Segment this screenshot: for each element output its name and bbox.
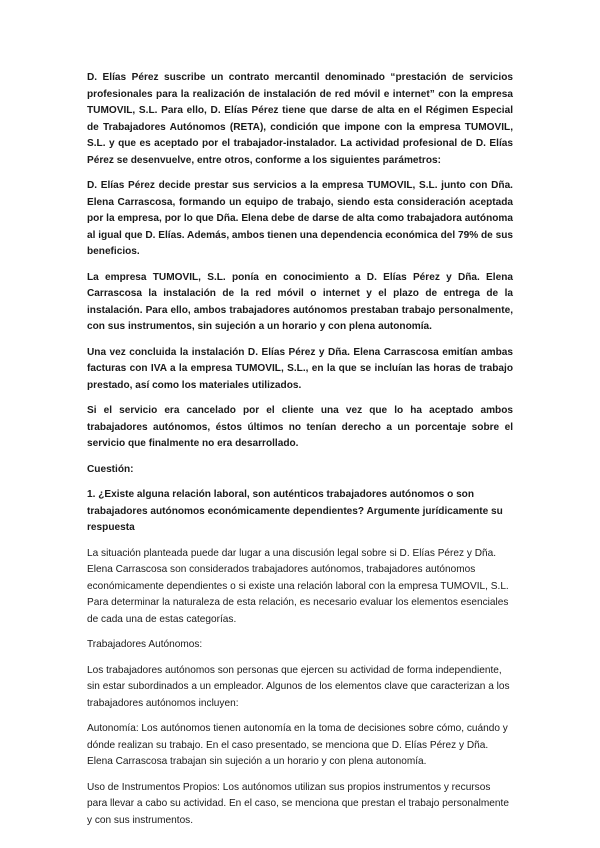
answer-paragraph-4: Uso de Instrumentos Propios: Los autónomos utilizan sus propios instrumentos y recursos para llevar a cabo su actividad. En el caso, se menciona que prestan el trabajo personalmente y con sus instrumentos. bbox=[87, 781, 509, 826]
question-text: 1. ¿Existe alguna relación laboral, son auténticos trabajadores autónomos o son trabajadores autónomos económicamente dependientes? Argumente jurídicamente su respuesta bbox=[87, 489, 503, 533]
answer-paragraph-1: La situación planteada puede dar lugar a una discusión legal sobre si D. Elías Pérez y Dña. Elena Carrascosa son considerados trabajadores autónomos, trabajadores autónomos económicamente dependientes o si existe una relación laboral con la empresa TUMOVIL, S.L. Para determinar la naturaleza de esta relación, es necesario evaluar los elementos esenciales de cada una de estas categorías. bbox=[87, 547, 509, 625]
answer-subheading: Trabajadores Autónomos: bbox=[87, 639, 203, 650]
case-paragraph-2: D. Elías Pérez decide prestar sus servicios a la empresa TUMOVIL, S.L. junto con Dña. Elena Carrascosa, formando un equipo de trabajo, siendo esta consideración aceptada por la empresa, por lo que Dña. Elena debe de darse de alta como trabajadora autónoma al igual que D. Elías. Además, ambos tienen una dependencia económica del 79% de sus beneficios. bbox=[87, 180, 513, 257]
case-paragraph-4: Una vez concluida la instalación D. Elías Pérez y Dña. Elena Carrascosa emitían ambas facturas con IVA a la empresa TUMOVIL, S.L., en la que se incluían las horas de trabajo prestado, así como los materiales utilizados. bbox=[87, 346, 513, 391]
case-paragraph-5: Si el servicio era cancelado por el cliente una vez que lo ha aceptado ambos trabajadores autónomos, éstos últimos no tenían derecho a un porcentaje sobre el servicio que finalmente no era desarrollado. bbox=[87, 405, 513, 449]
case-paragraph-1: D. Elías Pérez suscribe un contrato mercantil denominado “prestación de servicios profesionales para la realización de instalación de red móvil e internet” con la empresa TUMOVIL, S.L. Para ello, D. Elías Pérez tiene que darse de alta en el Régimen Especial de Trabajadores Autónomos (RETA), condición que impone con la empresa TUMOVIL, S.L. y que es aceptado por el trabajador-instalador. La actividad profesional de D. Elías Pérez se desenvuelve, entre otros, conforme a los siguientes parámetros: bbox=[87, 72, 513, 166]
answer-paragraph-3: Autonomía: Los autónomos tienen autonomía en la toma de decisiones sobre cómo, cuándo y dónde realizan su trabajo. En el caso presentado, se menciona que D. Elías Pérez y Dña. Elena Carrascosa trabajan sin sujeción a un horario y con plena autonomía. bbox=[87, 723, 508, 767]
case-paragraph-3: La empresa TUMOVIL, S.L. ponía en conocimiento a D. Elías Pérez y Dña. Elena Carrascosa la instalación de la red móvil o internet y el plazo de entrega de la instalación. Para ello, ambos trabajadores autónomos prestaban trabajo personalmente, con sus instrumentos, sin sujeción a un horario y con plena autonomía. bbox=[87, 271, 513, 332]
cuestion-heading: Cuestión: bbox=[87, 463, 134, 475]
answer-paragraph-2: Los trabajadores autónomos son personas que ejercen su actividad de forma independiente, sin estar subordinados a un empleador. Algunos de los elementos clave que caracterizan a los trabajadores autónomos incluyen: bbox=[87, 664, 510, 709]
